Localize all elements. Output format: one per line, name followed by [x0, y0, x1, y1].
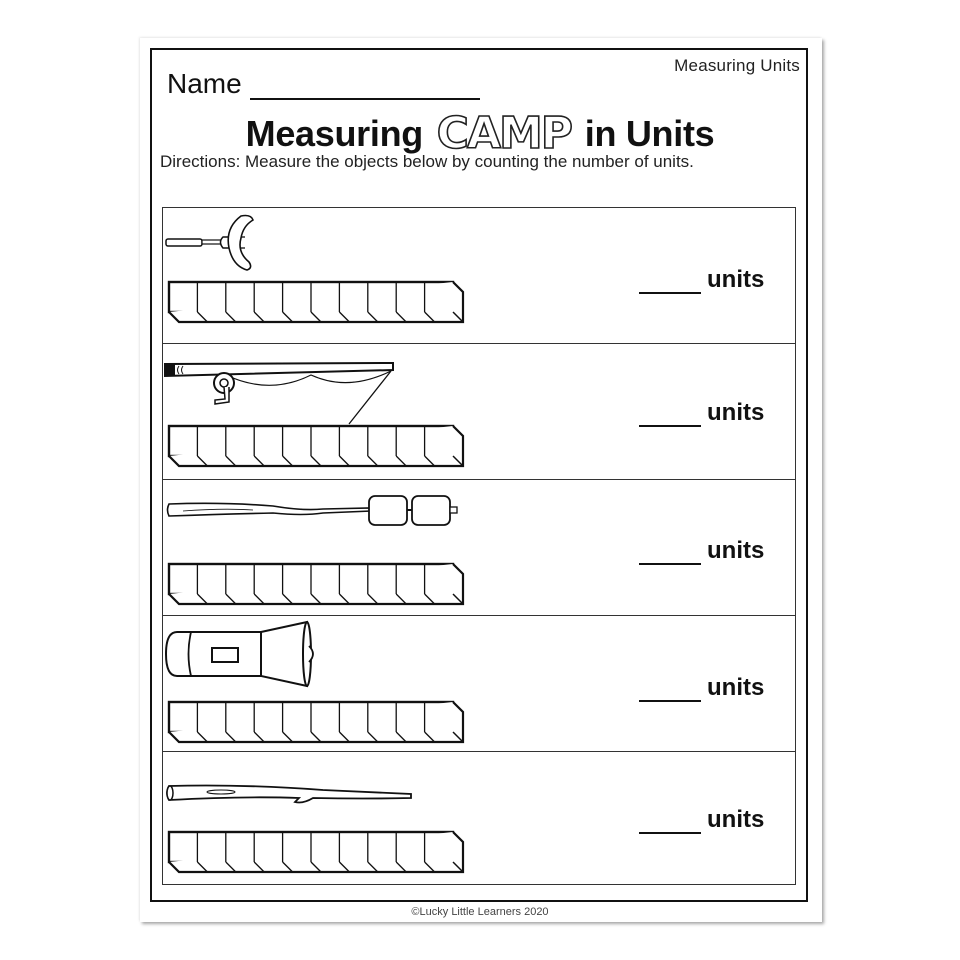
answer-blank[interactable]	[639, 543, 701, 565]
unit-cube-ruler	[167, 562, 467, 606]
units-label: units	[707, 266, 765, 293]
directions-text: Directions: Measure the objects below by counting the number of units.	[160, 152, 694, 171]
answer-blank[interactable]	[639, 272, 701, 294]
title-suffix: in Units	[584, 113, 715, 154]
unit-cube-ruler	[167, 280, 467, 324]
answer-field-3[interactable]	[639, 537, 764, 565]
unit-cube-ruler	[167, 700, 467, 744]
measure-row-1	[163, 208, 795, 344]
name-field	[167, 68, 480, 100]
answer-blank[interactable]	[639, 680, 701, 702]
copyright-footer: ©Lucky Little Learners 2020	[411, 906, 549, 918]
measure-row-4	[163, 616, 795, 752]
answer-blank[interactable]	[639, 405, 701, 427]
measure-row-3	[163, 480, 795, 616]
answer-field-2[interactable]	[639, 399, 764, 427]
wooden-stick-icon	[163, 752, 483, 822]
title-camp-outline: CAMP	[436, 108, 572, 159]
measurement-table	[162, 207, 796, 885]
name-label: Name	[167, 68, 242, 99]
answer-field-5[interactable]	[639, 806, 764, 834]
measure-row-5	[163, 752, 795, 886]
unit-cube-ruler	[167, 424, 467, 468]
units-label: units	[707, 399, 765, 426]
subject-tag: Measuring Units	[674, 56, 800, 75]
units-label: units	[707, 537, 765, 564]
answer-field-4[interactable]	[639, 674, 764, 702]
title-prefix: Measuring	[245, 113, 423, 154]
units-label: units	[707, 806, 765, 833]
flashlight-icon	[163, 616, 483, 696]
answer-blank[interactable]	[639, 812, 701, 834]
measure-row-2	[163, 344, 795, 480]
answer-field-1[interactable]	[639, 266, 764, 294]
marshmallow-stick-icon	[163, 480, 483, 540]
fishing-rod-icon	[163, 344, 483, 434]
hot-dog-fork-icon	[163, 208, 483, 283]
units-label: units	[707, 674, 765, 701]
unit-cube-ruler	[167, 830, 467, 874]
name-input-line[interactable]	[250, 74, 480, 100]
